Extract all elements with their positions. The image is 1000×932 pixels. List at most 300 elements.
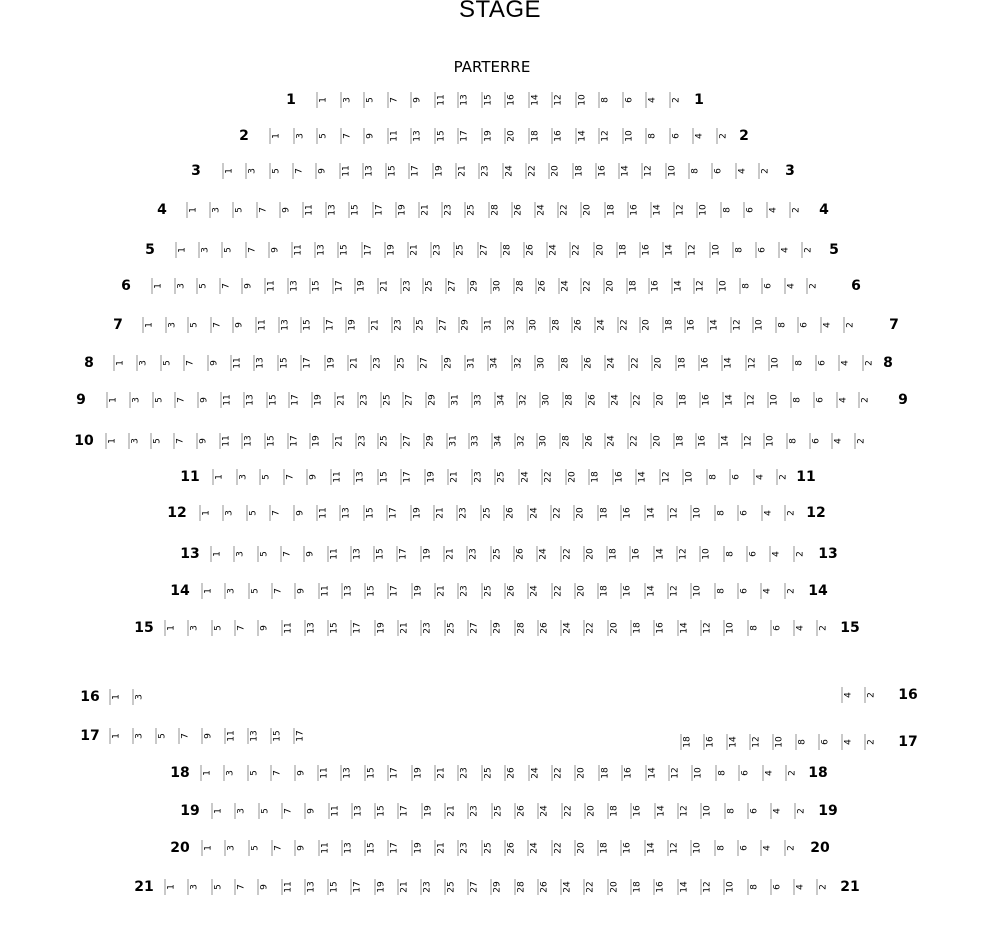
seat[interactable] [864, 687, 877, 703]
seat[interactable] [361, 242, 374, 258]
seat[interactable] [650, 433, 663, 449]
seat[interactable] [183, 355, 196, 371]
seat[interactable] [491, 433, 504, 449]
seat[interactable] [201, 583, 214, 599]
seat[interactable] [287, 278, 300, 294]
seat[interactable] [128, 433, 141, 449]
seat[interactable] [294, 583, 307, 599]
seat[interactable] [187, 879, 200, 895]
seat[interactable] [448, 392, 461, 408]
seat[interactable] [739, 278, 752, 294]
seat[interactable] [820, 317, 833, 333]
seat[interactable] [258, 803, 271, 819]
seat[interactable] [688, 163, 701, 179]
seat[interactable] [620, 583, 633, 599]
seat[interactable] [699, 392, 712, 408]
seat[interactable] [639, 242, 652, 258]
seat[interactable] [747, 803, 760, 819]
seat[interactable] [211, 803, 224, 819]
seat[interactable] [302, 202, 315, 218]
seat[interactable] [397, 620, 410, 636]
seat[interactable] [537, 620, 550, 636]
seat[interactable] [558, 278, 571, 294]
seat[interactable] [768, 355, 781, 371]
seat[interactable] [340, 92, 353, 108]
seat[interactable] [598, 128, 611, 144]
seat[interactable] [364, 583, 377, 599]
seat[interactable] [300, 355, 313, 371]
seat[interactable] [795, 734, 808, 750]
seat[interactable] [270, 765, 283, 781]
seat[interactable] [477, 242, 490, 258]
seat[interactable] [150, 433, 163, 449]
seat[interactable] [585, 392, 598, 408]
seat[interactable] [210, 317, 223, 333]
seat[interactable] [534, 202, 547, 218]
seat[interactable] [394, 355, 407, 371]
seat[interactable] [620, 505, 633, 521]
seat[interactable] [716, 278, 729, 294]
seat[interactable] [164, 879, 177, 895]
seat[interactable] [769, 546, 782, 562]
seat[interactable] [574, 583, 587, 599]
seat[interactable] [841, 687, 854, 703]
seat[interactable] [453, 242, 466, 258]
seat[interactable] [685, 242, 698, 258]
seat[interactable] [558, 355, 571, 371]
seat[interactable] [447, 469, 460, 485]
seat[interactable] [175, 242, 188, 258]
seat[interactable] [841, 734, 854, 750]
seat[interactable] [797, 317, 810, 333]
seat[interactable] [667, 840, 680, 856]
seat[interactable] [551, 840, 564, 856]
seat[interactable] [350, 620, 363, 636]
seat[interactable] [574, 765, 587, 781]
seat[interactable] [735, 163, 748, 179]
seat[interactable] [616, 242, 629, 258]
seat[interactable] [747, 620, 760, 636]
seat[interactable] [662, 242, 675, 258]
seat[interactable] [659, 469, 672, 485]
seat[interactable] [561, 803, 574, 819]
seat[interactable] [792, 355, 805, 371]
seat[interactable] [668, 765, 681, 781]
seat[interactable] [665, 163, 678, 179]
seat[interactable] [212, 469, 225, 485]
seat[interactable] [201, 840, 214, 856]
seat[interactable] [645, 92, 658, 108]
seat[interactable] [364, 840, 377, 856]
seat[interactable] [784, 583, 797, 599]
seat[interactable] [573, 505, 586, 521]
seat[interactable] [318, 840, 331, 856]
seat[interactable] [752, 317, 765, 333]
seat[interactable] [691, 765, 704, 781]
seat[interactable] [268, 242, 281, 258]
seat[interactable] [606, 546, 619, 562]
seat[interactable] [667, 583, 680, 599]
seat[interactable] [714, 583, 727, 599]
seat[interactable] [339, 505, 352, 521]
seat[interactable] [271, 840, 284, 856]
seat[interactable] [490, 620, 503, 636]
seat[interactable] [588, 469, 601, 485]
seat[interactable] [597, 583, 610, 599]
seat[interactable] [793, 620, 806, 636]
seat[interactable] [328, 803, 341, 819]
seat[interactable] [569, 242, 582, 258]
seat[interactable] [219, 433, 232, 449]
seat[interactable] [129, 392, 142, 408]
seat[interactable] [400, 278, 413, 294]
seat[interactable] [629, 546, 642, 562]
seat[interactable] [514, 803, 527, 819]
seat[interactable] [396, 546, 409, 562]
seat[interactable] [862, 355, 875, 371]
seat[interactable] [504, 840, 517, 856]
seat[interactable] [488, 202, 501, 218]
seat[interactable] [528, 128, 541, 144]
seat[interactable] [527, 583, 540, 599]
seat[interactable] [422, 278, 435, 294]
seat[interactable] [269, 128, 282, 144]
seat[interactable] [676, 546, 689, 562]
seat[interactable] [559, 433, 572, 449]
seat[interactable] [813, 392, 826, 408]
seat[interactable] [720, 202, 733, 218]
seat[interactable] [546, 242, 559, 258]
seat[interactable] [417, 355, 430, 371]
seat[interactable] [516, 392, 529, 408]
seat[interactable] [793, 879, 806, 895]
seat[interactable] [607, 803, 620, 819]
seat[interactable] [494, 392, 507, 408]
seat[interactable] [729, 469, 742, 485]
seat[interactable] [551, 128, 564, 144]
seat[interactable] [536, 546, 549, 562]
seat[interactable] [724, 803, 737, 819]
seat[interactable] [314, 242, 327, 258]
seat[interactable] [582, 433, 595, 449]
seat[interactable] [772, 734, 785, 750]
seat[interactable] [490, 879, 503, 895]
seat[interactable] [316, 92, 329, 108]
seat[interactable] [818, 734, 831, 750]
seat[interactable] [257, 879, 270, 895]
seat[interactable] [400, 433, 413, 449]
seat[interactable] [232, 202, 245, 218]
seat[interactable] [793, 546, 806, 562]
seat[interactable] [723, 879, 736, 895]
seat[interactable] [504, 583, 517, 599]
seat[interactable] [630, 392, 643, 408]
seat[interactable] [377, 278, 390, 294]
seat[interactable] [224, 583, 237, 599]
seat[interactable] [281, 879, 294, 895]
seat[interactable] [597, 505, 610, 521]
seat[interactable] [327, 620, 340, 636]
seat[interactable] [377, 433, 390, 449]
seat[interactable] [537, 803, 550, 819]
seat[interactable] [741, 433, 754, 449]
seat[interactable] [434, 765, 447, 781]
seat[interactable] [551, 92, 564, 108]
seat[interactable] [165, 317, 178, 333]
seat[interactable] [271, 583, 284, 599]
seat[interactable] [327, 546, 340, 562]
seat[interactable] [241, 433, 254, 449]
seat[interactable] [838, 355, 851, 371]
seat[interactable] [490, 546, 503, 562]
seat[interactable] [770, 803, 783, 819]
seat[interactable] [690, 583, 703, 599]
seat[interactable] [418, 202, 431, 218]
seat[interactable] [223, 765, 236, 781]
seat[interactable] [518, 469, 531, 485]
seat[interactable] [350, 546, 363, 562]
seat[interactable] [491, 803, 504, 819]
seat[interactable] [722, 392, 735, 408]
seat[interactable] [626, 278, 639, 294]
seat[interactable] [737, 583, 750, 599]
seat[interactable] [219, 278, 232, 294]
seat[interactable] [677, 620, 690, 636]
seat[interactable] [293, 505, 306, 521]
seat[interactable] [341, 840, 354, 856]
seat[interactable] [684, 317, 697, 333]
seat[interactable] [304, 620, 317, 636]
seat[interactable] [621, 765, 634, 781]
seat[interactable] [723, 546, 736, 562]
seat[interactable] [434, 840, 447, 856]
seat[interactable] [236, 469, 249, 485]
seat[interactable] [714, 505, 727, 521]
seat[interactable] [487, 355, 500, 371]
seat[interactable] [618, 163, 631, 179]
seat[interactable] [160, 355, 173, 371]
seat[interactable] [595, 163, 608, 179]
seat[interactable] [433, 505, 446, 521]
seat[interactable] [279, 202, 292, 218]
seat[interactable] [770, 879, 783, 895]
seat[interactable] [423, 433, 436, 449]
seat[interactable] [583, 620, 596, 636]
seat[interactable] [292, 163, 305, 179]
seat[interactable] [317, 765, 330, 781]
seat[interactable] [269, 505, 282, 521]
seat[interactable] [667, 505, 680, 521]
seat[interactable] [368, 317, 381, 333]
seat[interactable] [504, 92, 517, 108]
seat[interactable] [309, 433, 322, 449]
seat[interactable] [303, 546, 316, 562]
seat[interactable] [173, 433, 186, 449]
seat[interactable] [142, 317, 155, 333]
seat[interactable] [574, 840, 587, 856]
seat[interactable] [575, 92, 588, 108]
seat[interactable] [455, 163, 468, 179]
seat[interactable] [387, 583, 400, 599]
seat[interactable] [309, 278, 322, 294]
seat[interactable] [560, 620, 573, 636]
seat[interactable] [387, 128, 400, 144]
seat[interactable] [607, 620, 620, 636]
seat[interactable] [502, 163, 515, 179]
seat[interactable] [831, 433, 844, 449]
seat[interactable] [446, 433, 459, 449]
seat[interactable] [514, 879, 527, 895]
seat[interactable] [593, 242, 606, 258]
seat[interactable] [699, 546, 712, 562]
seat[interactable] [738, 765, 751, 781]
seat[interactable] [500, 242, 513, 258]
seat[interactable] [639, 317, 652, 333]
seat[interactable] [730, 317, 743, 333]
seat[interactable] [420, 879, 433, 895]
seat[interactable] [843, 317, 856, 333]
seat[interactable] [136, 355, 149, 371]
seat[interactable] [364, 765, 377, 781]
seat[interactable] [749, 734, 762, 750]
seat[interactable] [523, 242, 536, 258]
seat[interactable] [598, 92, 611, 108]
seat[interactable] [464, 355, 477, 371]
seat[interactable] [340, 765, 353, 781]
seat[interactable] [481, 840, 494, 856]
seat[interactable] [391, 317, 404, 333]
seat[interactable] [457, 583, 470, 599]
seat[interactable] [690, 840, 703, 856]
seat[interactable] [755, 242, 768, 258]
seat[interactable] [714, 840, 727, 856]
seat[interactable] [354, 278, 367, 294]
seat[interactable] [411, 583, 424, 599]
seat[interactable] [222, 505, 235, 521]
seat[interactable] [766, 202, 779, 218]
seat[interactable] [318, 583, 331, 599]
seat[interactable] [372, 202, 385, 218]
seat[interactable] [287, 433, 300, 449]
seat[interactable] [651, 355, 664, 371]
seat[interactable] [339, 163, 352, 179]
seat[interactable] [186, 202, 199, 218]
seat[interactable] [816, 620, 829, 636]
seat[interactable] [445, 278, 458, 294]
seat[interactable] [514, 433, 527, 449]
seat[interactable] [675, 355, 688, 371]
seat[interactable] [698, 355, 711, 371]
seat[interactable] [794, 803, 807, 819]
seat[interactable] [198, 242, 211, 258]
seat[interactable] [790, 392, 803, 408]
seat[interactable] [784, 840, 797, 856]
seat[interactable] [340, 128, 353, 144]
seat[interactable] [457, 92, 470, 108]
seat[interactable] [174, 278, 187, 294]
seat[interactable] [232, 317, 245, 333]
seat[interactable] [266, 392, 279, 408]
seat[interactable] [430, 242, 443, 258]
seat[interactable] [612, 469, 625, 485]
seat[interactable] [294, 765, 307, 781]
seat[interactable] [363, 128, 376, 144]
seat[interactable] [332, 433, 345, 449]
seat[interactable] [536, 433, 549, 449]
seat[interactable] [400, 469, 413, 485]
seat[interactable] [434, 583, 447, 599]
seat[interactable] [408, 163, 421, 179]
seat[interactable] [211, 879, 224, 895]
seat[interactable] [245, 163, 258, 179]
seat[interactable] [528, 92, 541, 108]
seat[interactable] [635, 469, 648, 485]
seat[interactable] [222, 163, 235, 179]
seat[interactable] [413, 317, 426, 333]
seat[interactable] [503, 505, 516, 521]
seat[interactable] [711, 163, 724, 179]
seat[interactable] [420, 546, 433, 562]
seat[interactable] [200, 765, 213, 781]
seat[interactable] [700, 803, 713, 819]
seat[interactable] [737, 840, 750, 856]
seat[interactable] [248, 583, 261, 599]
seat[interactable] [410, 92, 423, 108]
seat[interactable] [761, 505, 774, 521]
seat[interactable] [622, 92, 635, 108]
seat[interactable] [778, 242, 791, 258]
seat[interactable] [700, 879, 713, 895]
seat[interactable] [680, 734, 693, 750]
seat[interactable] [374, 879, 387, 895]
seat[interactable] [511, 202, 524, 218]
seat[interactable] [304, 803, 317, 819]
seat[interactable] [350, 879, 363, 895]
seat[interactable] [653, 546, 666, 562]
seat[interactable] [732, 242, 745, 258]
seat[interactable] [526, 317, 539, 333]
seat[interactable] [220, 392, 233, 408]
seat[interactable] [294, 840, 307, 856]
seat[interactable] [345, 317, 358, 333]
seat[interactable] [514, 620, 527, 636]
seat[interactable] [630, 879, 643, 895]
seat[interactable] [316, 505, 329, 521]
seat[interactable] [316, 128, 329, 144]
seat[interactable] [630, 803, 643, 819]
seat[interactable] [311, 392, 324, 408]
seat[interactable] [716, 128, 729, 144]
seat[interactable] [243, 392, 256, 408]
seat[interactable] [763, 433, 776, 449]
seat[interactable] [627, 433, 640, 449]
seat[interactable] [767, 392, 780, 408]
seat[interactable] [478, 163, 491, 179]
seat[interactable] [327, 879, 340, 895]
seat[interactable] [534, 355, 547, 371]
seat[interactable] [281, 620, 294, 636]
seat[interactable] [816, 879, 829, 895]
seat[interactable] [575, 128, 588, 144]
seat[interactable] [620, 840, 633, 856]
seat[interactable] [654, 803, 667, 819]
seat[interactable] [385, 163, 398, 179]
seat[interactable] [187, 317, 200, 333]
seat[interactable] [330, 469, 343, 485]
seat[interactable] [703, 734, 716, 750]
seat[interactable] [836, 392, 849, 408]
seat[interactable] [603, 278, 616, 294]
